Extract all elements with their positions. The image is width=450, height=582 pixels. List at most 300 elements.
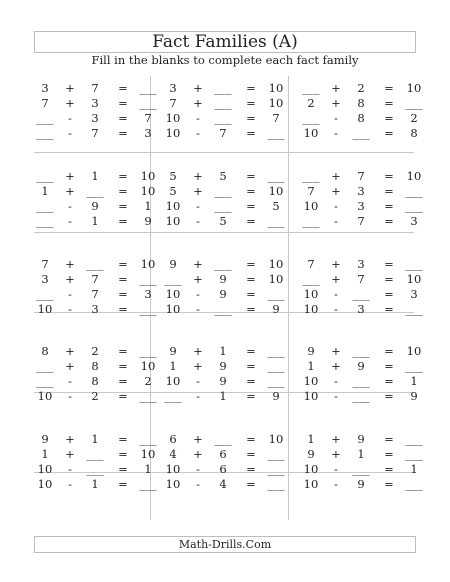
number: 10 <box>268 184 284 198</box>
number: 10 <box>406 169 422 183</box>
number: 1 <box>169 359 177 373</box>
number: 9 <box>169 257 177 271</box>
fact-family <box>162 81 286 141</box>
answer-blank[interactable]: ___ <box>139 389 157 403</box>
answer-blank[interactable]: ___ <box>214 257 232 271</box>
number: 3 <box>41 272 49 286</box>
fact-family <box>162 257 286 317</box>
equals-sign: = <box>118 287 128 301</box>
answer-blank[interactable]: ___ <box>86 184 104 198</box>
number: 5 <box>169 169 177 183</box>
answer-blank[interactable]: ___ <box>405 447 423 461</box>
answer-blank[interactable]: ___ <box>352 462 370 476</box>
number: 10 <box>140 447 156 461</box>
equation <box>162 302 286 317</box>
number: 3 <box>91 111 99 125</box>
number: 9 <box>410 389 418 403</box>
operator: + <box>193 447 203 461</box>
answer-blank[interactable]: ___ <box>267 287 285 301</box>
number: 2 <box>91 344 99 358</box>
answer-blank[interactable]: ___ <box>36 169 54 183</box>
number: 2 <box>410 111 418 125</box>
answer-blank[interactable]: ___ <box>405 96 423 110</box>
answer-blank[interactable]: ___ <box>405 359 423 373</box>
answer-blank[interactable]: ___ <box>36 126 54 140</box>
operator: - <box>196 126 200 140</box>
equals-sign: = <box>246 287 256 301</box>
number: 9 <box>91 199 99 213</box>
answer-blank[interactable]: ___ <box>86 462 104 476</box>
equation <box>162 287 286 302</box>
footer-brand: Math-Drills.Com <box>34 536 416 553</box>
number: 10 <box>268 257 284 271</box>
equals-sign: = <box>384 462 394 476</box>
equation <box>34 287 158 302</box>
equals-sign: = <box>118 432 128 446</box>
operator: + <box>331 432 341 446</box>
number: 7 <box>169 96 177 110</box>
equals-sign: = <box>118 272 128 286</box>
number: 3 <box>410 214 418 228</box>
equals-sign: = <box>246 111 256 125</box>
number: 10 <box>140 184 156 198</box>
operator: + <box>331 169 341 183</box>
answer-blank[interactable]: ___ <box>214 111 232 125</box>
worksheet-instructions: Fill in the blanks to complete each fact family <box>91 53 359 67</box>
number: 8 <box>410 126 418 140</box>
equation <box>300 184 424 199</box>
number: 2 <box>91 389 99 403</box>
number: 3 <box>357 199 365 213</box>
number: 3 <box>91 302 99 316</box>
equation <box>300 462 424 477</box>
answer-blank[interactable]: ___ <box>405 257 423 271</box>
number: 9 <box>272 389 280 403</box>
number: 3 <box>410 287 418 301</box>
equals-sign: = <box>384 272 394 286</box>
number: 10 <box>140 257 156 271</box>
number: 3 <box>144 126 152 140</box>
equation <box>300 81 424 96</box>
fact-family <box>162 344 286 404</box>
number: 8 <box>91 374 99 388</box>
answer-blank[interactable]: ___ <box>352 389 370 403</box>
answer-blank[interactable]: ___ <box>405 432 423 446</box>
operator: + <box>331 184 341 198</box>
operator: - <box>68 287 72 301</box>
equals-sign: = <box>246 169 256 183</box>
answer-blank[interactable]: ___ <box>36 214 54 228</box>
equals-sign: = <box>384 81 394 95</box>
number: 1 <box>41 447 49 461</box>
answer-blank[interactable]: ___ <box>139 272 157 286</box>
number: 10 <box>165 214 181 228</box>
number: 10 <box>303 302 319 316</box>
fact-family <box>34 344 158 404</box>
number: 9 <box>357 477 365 491</box>
operator: - <box>68 477 72 491</box>
equation <box>162 389 286 404</box>
number: 10 <box>165 302 181 316</box>
operator: + <box>193 184 203 198</box>
number: 10 <box>406 81 422 95</box>
equation <box>162 81 286 96</box>
operator: - <box>334 462 338 476</box>
number: 2 <box>357 81 365 95</box>
operator: + <box>193 257 203 271</box>
number: 7 <box>41 96 49 110</box>
number: 7 <box>144 111 152 125</box>
equation <box>162 96 286 111</box>
operator: + <box>193 432 203 446</box>
number: 10 <box>37 389 53 403</box>
equation <box>300 199 424 214</box>
answer-blank[interactable]: ___ <box>139 96 157 110</box>
answer-blank[interactable]: ___ <box>405 184 423 198</box>
operator: - <box>196 111 200 125</box>
operator: + <box>65 447 75 461</box>
number: 9 <box>219 287 227 301</box>
operator: - <box>196 287 200 301</box>
operator: - <box>68 126 72 140</box>
fact-family <box>300 344 424 404</box>
operator: + <box>193 344 203 358</box>
answer-blank[interactable]: ___ <box>139 344 157 358</box>
equation <box>162 111 286 126</box>
operator: - <box>196 477 200 491</box>
operator: + <box>331 96 341 110</box>
operator: + <box>193 272 203 286</box>
equals-sign: = <box>246 389 256 403</box>
operator: + <box>65 169 75 183</box>
equation <box>34 374 158 389</box>
answer-blank[interactable]: ___ <box>139 477 157 491</box>
number: 7 <box>91 126 99 140</box>
equals-sign: = <box>246 199 256 213</box>
equation <box>162 184 286 199</box>
operator: + <box>193 81 203 95</box>
operator: + <box>193 169 203 183</box>
operator: + <box>331 81 341 95</box>
number: 6 <box>219 447 227 461</box>
equals-sign: = <box>384 111 394 125</box>
fact-family <box>300 169 424 229</box>
equation <box>34 462 158 477</box>
number: 10 <box>37 302 53 316</box>
equals-sign: = <box>118 477 128 491</box>
fact-family <box>34 169 158 229</box>
answer-blank[interactable]: ___ <box>36 359 54 373</box>
operator: + <box>193 96 203 110</box>
answer-blank[interactable]: ___ <box>267 169 285 183</box>
equation <box>300 126 424 141</box>
number: 1 <box>91 477 99 491</box>
number: 10 <box>140 169 156 183</box>
answer-blank[interactable]: ___ <box>267 344 285 358</box>
operator: - <box>68 462 72 476</box>
number: 9 <box>219 272 227 286</box>
number: 9 <box>144 214 152 228</box>
number: 9 <box>307 344 315 358</box>
answer-blank[interactable]: ___ <box>86 257 104 271</box>
equals-sign: = <box>246 214 256 228</box>
number: 8 <box>91 359 99 373</box>
answer-blank[interactable]: ___ <box>267 359 285 373</box>
equals-sign: = <box>118 462 128 476</box>
equals-sign: = <box>118 389 128 403</box>
answer-blank[interactable]: ___ <box>214 199 232 213</box>
fact-family <box>300 81 424 141</box>
equation <box>300 214 424 229</box>
equation <box>300 169 424 184</box>
answer-blank[interactable]: ___ <box>164 272 182 286</box>
number: 7 <box>91 81 99 95</box>
equals-sign: = <box>384 96 394 110</box>
equation <box>34 126 158 141</box>
operator: - <box>68 302 72 316</box>
equals-sign: = <box>384 432 394 446</box>
answer-blank[interactable]: ___ <box>267 374 285 388</box>
operator: + <box>331 257 341 271</box>
equals-sign: = <box>118 374 128 388</box>
operator: + <box>65 432 75 446</box>
number: 7 <box>272 111 280 125</box>
equals-sign: = <box>384 199 394 213</box>
fact-family <box>300 257 424 317</box>
worksheet-title: Fact Families (A) <box>34 31 416 53</box>
number: 10 <box>165 111 181 125</box>
number: 7 <box>307 257 315 271</box>
equation <box>34 257 158 272</box>
number: 10 <box>303 126 319 140</box>
number: 1 <box>41 184 49 198</box>
equation <box>162 199 286 214</box>
number: 10 <box>303 389 319 403</box>
answer-blank[interactable]: ___ <box>214 81 232 95</box>
equation <box>162 359 286 374</box>
equals-sign: = <box>384 126 394 140</box>
number: 10 <box>140 359 156 373</box>
number: 9 <box>272 302 280 316</box>
operator: - <box>196 462 200 476</box>
equals-sign: = <box>118 344 128 358</box>
answer-blank[interactable]: ___ <box>139 432 157 446</box>
number: 7 <box>91 287 99 301</box>
operator: + <box>65 359 75 373</box>
answer-blank[interactable]: ___ <box>352 374 370 388</box>
operator: + <box>65 81 75 95</box>
number: 3 <box>357 302 365 316</box>
number: 1 <box>307 432 315 446</box>
operator: - <box>334 374 338 388</box>
answer-blank[interactable]: ___ <box>352 287 370 301</box>
answer-blank[interactable]: ___ <box>139 302 157 316</box>
equals-sign: = <box>118 96 128 110</box>
operator: - <box>196 302 200 316</box>
fact-family <box>34 257 158 317</box>
operator: - <box>68 111 72 125</box>
number: 10 <box>303 199 319 213</box>
number: 1 <box>91 432 99 446</box>
equals-sign: = <box>118 302 128 316</box>
equation <box>34 81 158 96</box>
equation <box>300 389 424 404</box>
equals-sign: = <box>246 462 256 476</box>
fact-family <box>34 81 158 141</box>
equals-sign: = <box>246 374 256 388</box>
fact-family <box>162 169 286 229</box>
number: 10 <box>268 96 284 110</box>
number: 3 <box>144 287 152 301</box>
answer-blank[interactable]: ___ <box>302 169 320 183</box>
answer-blank[interactable]: ___ <box>214 432 232 446</box>
answer-blank[interactable]: ___ <box>302 272 320 286</box>
answer-blank[interactable]: ___ <box>267 214 285 228</box>
operator: - <box>334 214 338 228</box>
number: 1 <box>219 389 227 403</box>
row-divider <box>34 152 414 153</box>
answer-blank[interactable]: ___ <box>302 111 320 125</box>
number: 10 <box>406 272 422 286</box>
equals-sign: = <box>384 214 394 228</box>
equation <box>300 374 424 389</box>
equation <box>300 287 424 302</box>
number: 8 <box>41 344 49 358</box>
equation <box>300 432 424 447</box>
equation <box>34 359 158 374</box>
number: 7 <box>307 184 315 198</box>
equation <box>34 96 158 111</box>
operator: - <box>334 287 338 301</box>
equation <box>300 272 424 287</box>
number: 7 <box>357 214 365 228</box>
number: 5 <box>272 199 280 213</box>
answer-blank[interactable]: ___ <box>36 287 54 301</box>
number: 7 <box>41 257 49 271</box>
answer-blank[interactable]: ___ <box>405 199 423 213</box>
operator: + <box>65 184 75 198</box>
answer-blank[interactable]: ___ <box>36 374 54 388</box>
answer-blank[interactable]: ___ <box>139 81 157 95</box>
answer-blank[interactable]: ___ <box>86 447 104 461</box>
equals-sign: = <box>384 287 394 301</box>
operator: - <box>68 374 72 388</box>
equals-sign: = <box>246 184 256 198</box>
operator: + <box>331 272 341 286</box>
number: 6 <box>219 462 227 476</box>
answer-blank[interactable]: ___ <box>267 462 285 476</box>
answer-blank[interactable]: ___ <box>352 126 370 140</box>
answer-blank[interactable]: ___ <box>302 81 320 95</box>
equals-sign: = <box>118 214 128 228</box>
answer-blank[interactable]: ___ <box>405 477 423 491</box>
equation <box>162 169 286 184</box>
number: 3 <box>357 257 365 271</box>
equals-sign: = <box>118 169 128 183</box>
number: 1 <box>144 199 152 213</box>
number: 10 <box>303 477 319 491</box>
answer-blank[interactable]: ___ <box>214 184 232 198</box>
equals-sign: = <box>118 257 128 271</box>
equals-sign: = <box>118 184 128 198</box>
answer-blank[interactable]: ___ <box>405 302 423 316</box>
number: 1 <box>357 447 365 461</box>
answer-blank[interactable]: ___ <box>267 447 285 461</box>
operator: + <box>65 344 75 358</box>
equals-sign: = <box>246 302 256 316</box>
answer-blank[interactable]: ___ <box>214 96 232 110</box>
equation <box>34 272 158 287</box>
equation <box>162 432 286 447</box>
equals-sign: = <box>384 359 394 373</box>
operator: - <box>68 389 72 403</box>
equation <box>162 214 286 229</box>
number: 3 <box>357 184 365 198</box>
equals-sign: = <box>384 374 394 388</box>
number: 10 <box>268 272 284 286</box>
answer-blank[interactable]: ___ <box>267 477 285 491</box>
operator: - <box>334 477 338 491</box>
number: 8 <box>357 96 365 110</box>
equals-sign: = <box>246 477 256 491</box>
answer-blank[interactable]: ___ <box>36 199 54 213</box>
equals-sign: = <box>246 359 256 373</box>
equals-sign: = <box>246 432 256 446</box>
operator: - <box>196 374 200 388</box>
equals-sign: = <box>246 447 256 461</box>
answer-blank[interactable]: ___ <box>164 389 182 403</box>
equals-sign: = <box>384 302 394 316</box>
equals-sign: = <box>384 477 394 491</box>
equation <box>34 214 158 229</box>
row-divider <box>34 232 414 233</box>
equation <box>162 257 286 272</box>
equation <box>34 184 158 199</box>
equals-sign: = <box>384 169 394 183</box>
answer-blank[interactable]: ___ <box>302 214 320 228</box>
equation <box>34 169 158 184</box>
operator: + <box>331 344 341 358</box>
equation <box>162 344 286 359</box>
operator: - <box>334 389 338 403</box>
answer-blank[interactable]: ___ <box>352 344 370 358</box>
equation <box>300 447 424 462</box>
answer-blank[interactable]: ___ <box>267 126 285 140</box>
equation <box>162 374 286 389</box>
equation <box>34 447 158 462</box>
equation <box>34 477 158 492</box>
fact-family <box>300 432 424 492</box>
number: 10 <box>165 462 181 476</box>
number: 1 <box>410 374 418 388</box>
number: 7 <box>91 272 99 286</box>
number: 10 <box>37 462 53 476</box>
number: 9 <box>357 432 365 446</box>
number: 10 <box>303 374 319 388</box>
answer-blank[interactable]: ___ <box>36 111 54 125</box>
answer-blank[interactable]: ___ <box>214 302 232 316</box>
number: 4 <box>219 477 227 491</box>
number: 9 <box>219 359 227 373</box>
number: 5 <box>219 214 227 228</box>
number: 9 <box>41 432 49 446</box>
number: 1 <box>410 462 418 476</box>
equals-sign: = <box>384 344 394 358</box>
number: 10 <box>303 462 319 476</box>
operator: - <box>334 111 338 125</box>
equation <box>34 199 158 214</box>
number: 10 <box>165 199 181 213</box>
